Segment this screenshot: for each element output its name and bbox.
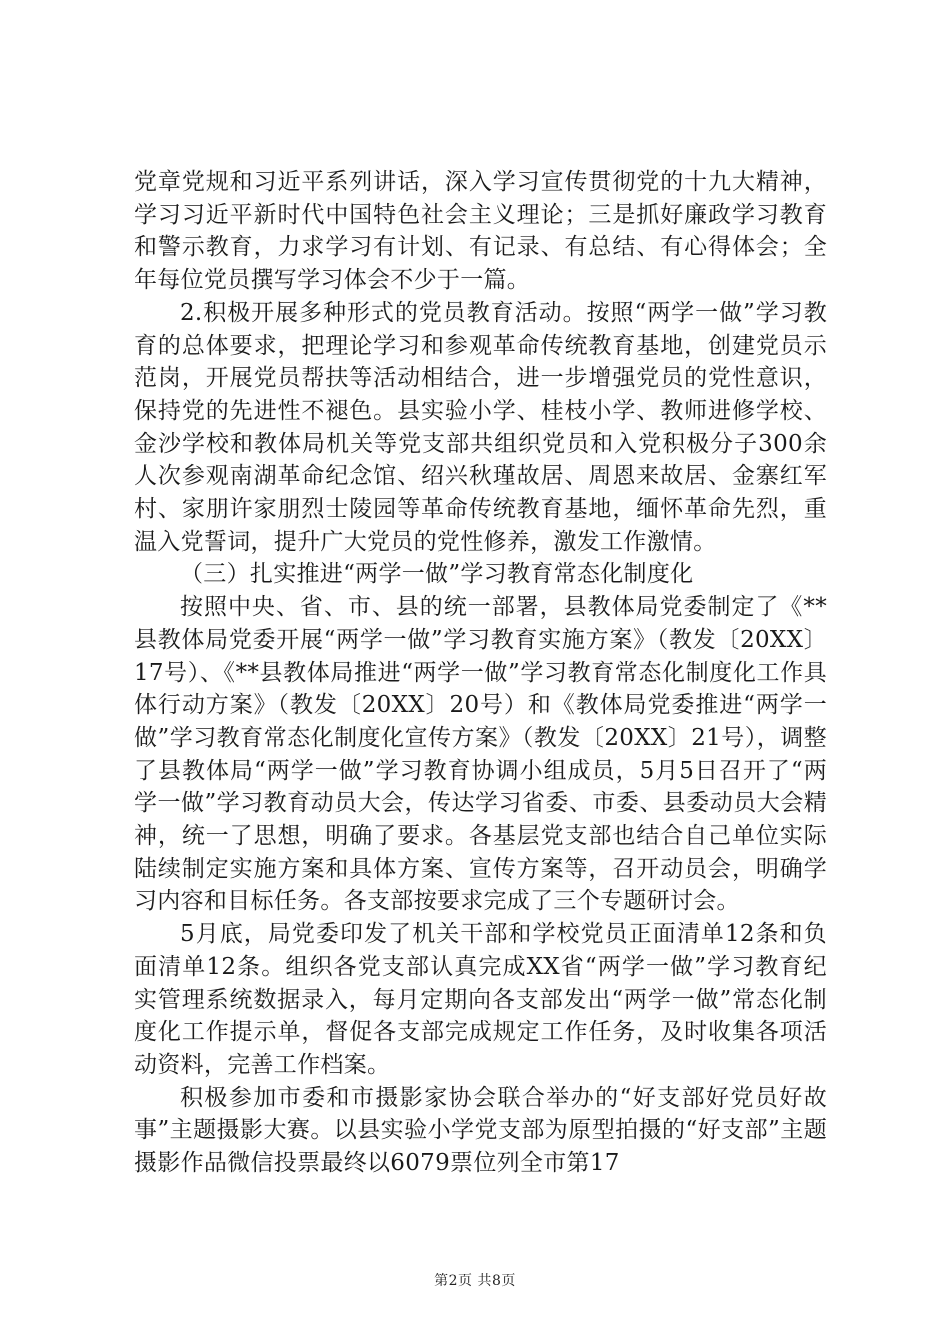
paragraph-photo-contest: 积极参加市委和市摄影家协会联合举办的“好支部好党员好故事”主题摄影大赛。以县实验小学党支部为原型拍摄的“好支部”主题摄影作品微信投票最终以6079票位列全市第17	[134, 1084, 827, 1177]
page-footer: 第2页 共8页	[434, 1273, 516, 1289]
paragraph-deployment: 按照中央、省、市、县的统一部署，县教体局党委制定了《**县教体局党委开展“两学一做”学习教育实施方案》（教发〔20XX〕17号）、《**县教体局推进“两学一做”学习教育常态化制度化工作具体行动方案》（教发〔20XX〕20号）和《教体局党委推进“两学一做”学习教育常态化制度化宣传方案》（教发〔20XX〕21号），调整了县教体局“两学一做”学习教育协调小组成员，5月5日召开了“两学一做”学习教育动员大会，传达学习省委、市委、县委动员大会精神，统一了思想，明确了要求。各基层党支部也结合自己单位实际陆续制定实施方案和具体方案、宣传方案等，召开动员会，明确学习内容和目标任务。各支部按要求完成了三个专题研讨会。	[134, 594, 827, 915]
paragraph-continuation: 党章党规和习近平系列讲话，深入学习宣传贯彻党的十九大精神，学习习近平新时代中国特色社会主义理论；三是抓好廉政学习教育和警示教育，力求学习有计划、有记录、有总结、有心得体会；全年每位党员撰写学习体会不少于一篇。	[134, 169, 827, 294]
paragraph-education-activities: 2.积极开展多种形式的党员教育活动。按照“两学一做”学习教育的总体要求，把理论学习和参观革命传统教育基地，创建党员示范岗，开展党员帮扶等活动相结合，进一步增强党员的党性意识，保持党的先进性不褪色。县实验小学、桂枝小学、教师进修学校、金沙学校和教体局机关等党支部共组织党员和入党积极分子300余人次参观南湖革命纪念馆、绍兴秋瑾故居、周恩来故居、金寨红军村、家朋许家朋烈士陵园等革命传统教育基地，缅怀革命先烈，重温入党誓词，提升广大党员的党性修养，激发工作激情。	[134, 299, 827, 555]
section-heading: （三）扎实推进“两学一做”学习教育常态化制度化	[180, 561, 694, 588]
document-body	[134, 166, 827, 1180]
paragraph-lists: 5月底，局党委印发了机关干部和学校党员正面清单12条和负面清单12条。组织各党支部认真完成XX省“两学一做”学习教育纪实管理系统数据录入，每月定期向各支部发出“两学一做”常态化制度化工作提示单，督促各支部完成规定工作任务，及时收集各项活动资料，完善工作档案。	[134, 921, 827, 1078]
